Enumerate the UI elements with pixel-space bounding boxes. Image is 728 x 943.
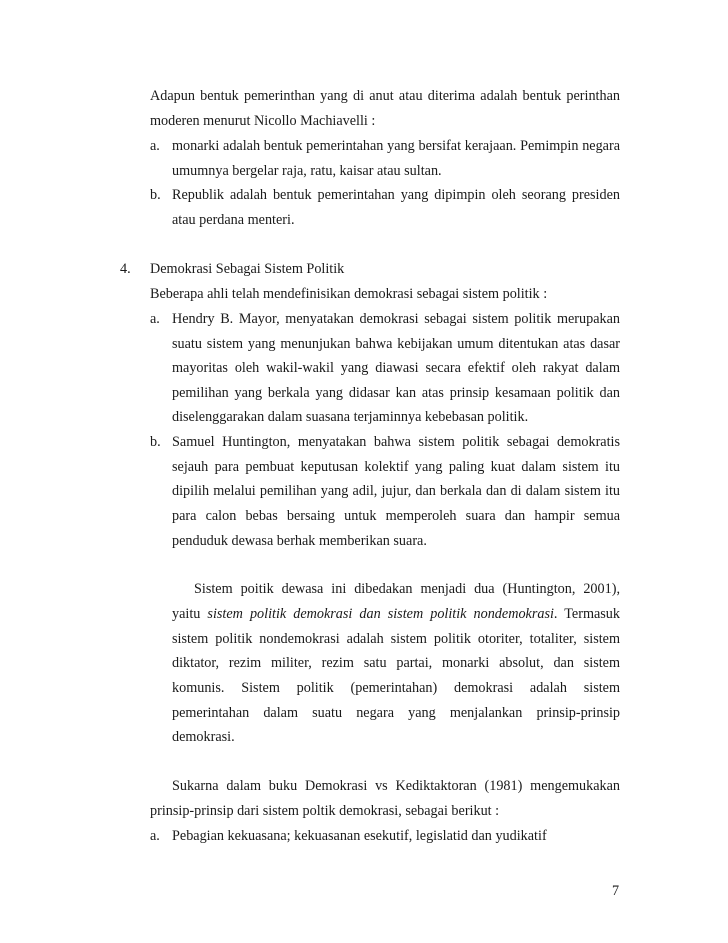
list-item-line: atau perdana menteri. [172, 212, 295, 228]
list-item-line: diselenggarakan dalam suasana terjaminnya kebebasan politik. [172, 409, 529, 425]
list-marker: a. [150, 828, 160, 844]
list-item-line: Samuel Huntington, menyatakan bahwa sistem politik sebagai demokratis [172, 434, 620, 450]
list-marker: a. [150, 311, 160, 327]
list-marker: a. [150, 138, 160, 154]
list-item-line: monarki adalah bentuk pemerintahan yang bersifat kerajaan. Pemimpin negara [172, 138, 620, 154]
section-heading: Demokrasi Sebagai Sistem Politik [150, 261, 345, 277]
list-item-line: mayoritas oleh wakil-wakil yang diawasi secara efektif oleh rakyat dalam [172, 360, 620, 376]
paragraph-line: Sistem poitik dewasa ini dibedakan menjadi dua (Huntington, 2001), [194, 581, 620, 597]
list-item-line: dipilih melalui pemilihan yang adil, jujur, dan berkala dan di dalam sistem itu [172, 483, 620, 499]
paragraph-line: pemerintahan dalam suatu negara yang menjalankan prinsip-prinsip [172, 705, 620, 721]
list-marker: b. [150, 187, 161, 203]
list-item-line: Hendry B. Mayor, menyatakan demokrasi sebagai sistem politik merupakan [172, 311, 620, 327]
list-marker: b. [150, 434, 161, 450]
paragraph-line: yaitu sistem politik demokrasi dan sistem politik nondemokrasi. Termasuk [172, 606, 620, 622]
paragraph-line: demokrasi. [172, 729, 235, 745]
list-item-line: Republik adalah bentuk pemerintahan yang dipimpin oleh seorang presiden [172, 187, 620, 203]
list-item-line: Pebagian kekuasana; kekuasanan esekutif, legislatid dan yudikatif [172, 828, 547, 844]
list-item-line: suatu sistem yang menunjukan bahwa kebijakan umum ditentukan atas dasar [172, 336, 620, 352]
page-number: 7 [612, 883, 620, 899]
section-number: 4. [120, 261, 131, 277]
paragraph-line: Sukarna dalam buku Demokrasi vs Kediktaktoran (1981) mengemukakan [172, 778, 620, 794]
list-item-line: pemilihan yang berkala yang didasar kan atas prinsip kesamaan politik dan [172, 385, 620, 401]
paragraph-line: sistem politik nondemokrasi adalah sistem politik otoriter, totaliter, sistem [172, 631, 620, 647]
italic-phrase: sistem politik demokrasi dan sistem politik nondemokrasi [207, 606, 554, 622]
paragraph-line: komunis. Sistem politik (pemerintahan) demokrasi adalah sistem [172, 680, 620, 696]
list-item-line: sejauh para pembuat keputusan kolektif yang paling kuat dalam sistem itu [172, 459, 620, 475]
list-item-line: penduduk dewasa berhak memberikan suara. [172, 533, 427, 549]
intro-line-1: Adapun bentuk pemerinthan yang di anut atau diterima adalah bentuk perinthan [150, 88, 620, 104]
intro-line-2: moderen menurut Nicollo Machiavelli : [150, 113, 376, 129]
paragraph-line: prinsip-prinsip dari sistem poltik demokrasi, sebagai berikut : [150, 803, 500, 819]
section-lead: Beberapa ahli telah mendefinisikan demokrasi sebagai sistem politik : [150, 286, 548, 302]
paragraph-line: diktator, rezim militer, rezim satu partai, monarki absolut, dan sistem [172, 655, 620, 671]
list-item-line: para calon bebas bersaing untuk memperoleh suara dan hampir semua [172, 508, 620, 524]
list-item-line: umumnya bergelar raja, ratu, kaisar atau sultan. [172, 163, 442, 179]
